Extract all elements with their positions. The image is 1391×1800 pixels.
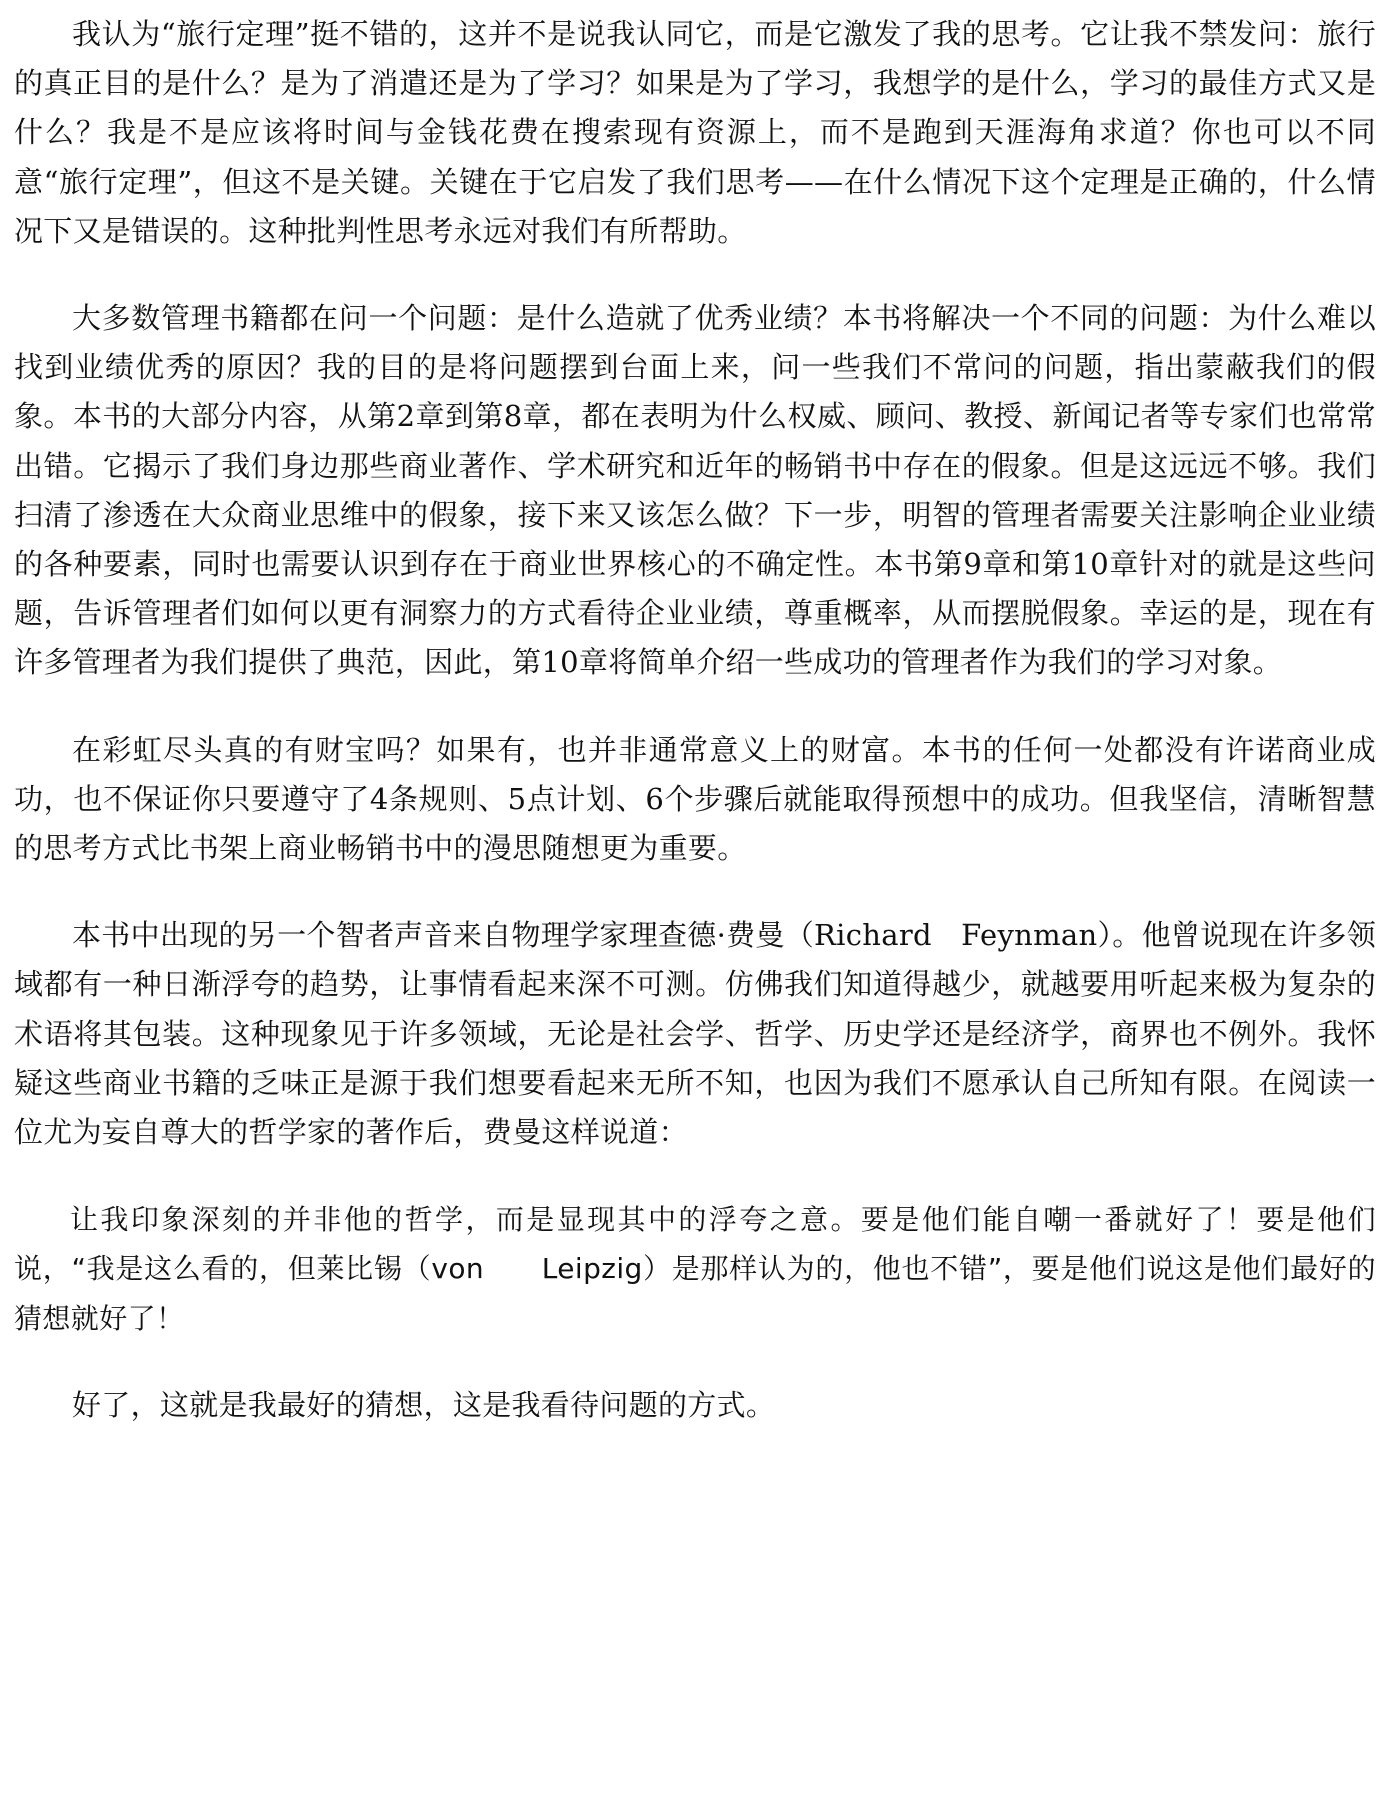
paragraph-travel-theorem: 我认为“旅行定理”挺不错的，这并不是说我认同它，而是它激发了我的思考。它让我不禁发问：旅行的真正目的是什么？是为了消遣还是为了学习？如果是为了学习，我想学的是什么，学习的最佳方式又是什么？我是不是应该将时间与金钱花费在搜索现有资源上，而不是跑到天涯海角求道？你也可以不同意“旅行定理”，但这不是关键。关键在于它启发了我们思考——在什么情况下这个定理是正确的，什么情况下又是错误的。这种批判性思考永远对我们有所帮助。 bbox=[14, 17, 1376, 248]
paragraph-rainbow-treasure: 在彩虹尽头真的有财宝吗？如果有，也并非通常意义上的财富。本书的任何一处都没有许诺商业成功，也不保证你只要遵守了4条规则、5点计划、6个步骤后就能取得预想中的成功。但我坚信，清晰智慧的思考方式比书架上商业畅销书中的漫思随想更为重要。 bbox=[14, 732, 1376, 866]
document-page bbox=[14, 10, 1376, 1468]
paragraph-management-books: 大多数管理书籍都在问一个问题：是什么造就了优秀业绩？本书将解决一个不同的问题：为什么难以找到业绩优秀的原因？我的目的是将问题摆到台面上来，问一些我们不常问的问题，指出蒙蔽我们的假象。本书的大部分内容，从第2章到第8章，都在表明为什么权威、顾问、教授、新闻记者等专家们也常常出错。它揭示了我们身边那些商业著作、学术研究和近年的畅销书中存在的假象。但是这远远不够。我们扫清了渗透在大众商业思维中的假象，接下来又该怎么做？下一步，明智的管理者需要关注影响企业业绩的各种要素，同时也需要认识到存在于商业世界核心的不确定性。本书第9章和第10章针对的就是这些问题，告诉管理者们如何以更有洞察力的方式看待企业业绩，尊重概率，从而摆脱假象。幸运的是，现在有许多管理者为我们提供了典范，因此，第10章将简单介绍一些成功的管理者作为我们的学习对象。 bbox=[14, 301, 1376, 680]
paragraph-feynman: 本书中出现的另一个智者声音来自物理学家理查德·费曼（Richard Feynman）。他曾说现在许多领域都有一种日渐浮夸的趋势，让事情看起来深不可测。仿佛我们知道得越少，就越要用听起来极为复杂的术语将其包装。这种现象见于许多领域，无论是社会学、哲学、历史学还是经济学，商界也不例外。我怀疑这些商业书籍的乏味正是源于我们想要看起来无所不知，也因为我们不愿承认自己所知有限。在阅读一位尤为妄自尊大的哲学家的著作后，费曼这样说道： bbox=[14, 918, 1376, 1150]
paragraph-closing: 好了，这就是我最好的猜想，这是我看待问题的方式。 bbox=[72, 1387, 776, 1422]
feynman-quote: 让我印象深刻的并非他的哲学，而是显现其中的浮夸之意。要是他们能自嘲一番就好了！要是他们说，“我是这么看的，但莱比锡（von Leipzig）是那样认为的，他也不错”，要是他们说这是他们最好的猜想就好了！ bbox=[14, 1203, 1376, 1335]
